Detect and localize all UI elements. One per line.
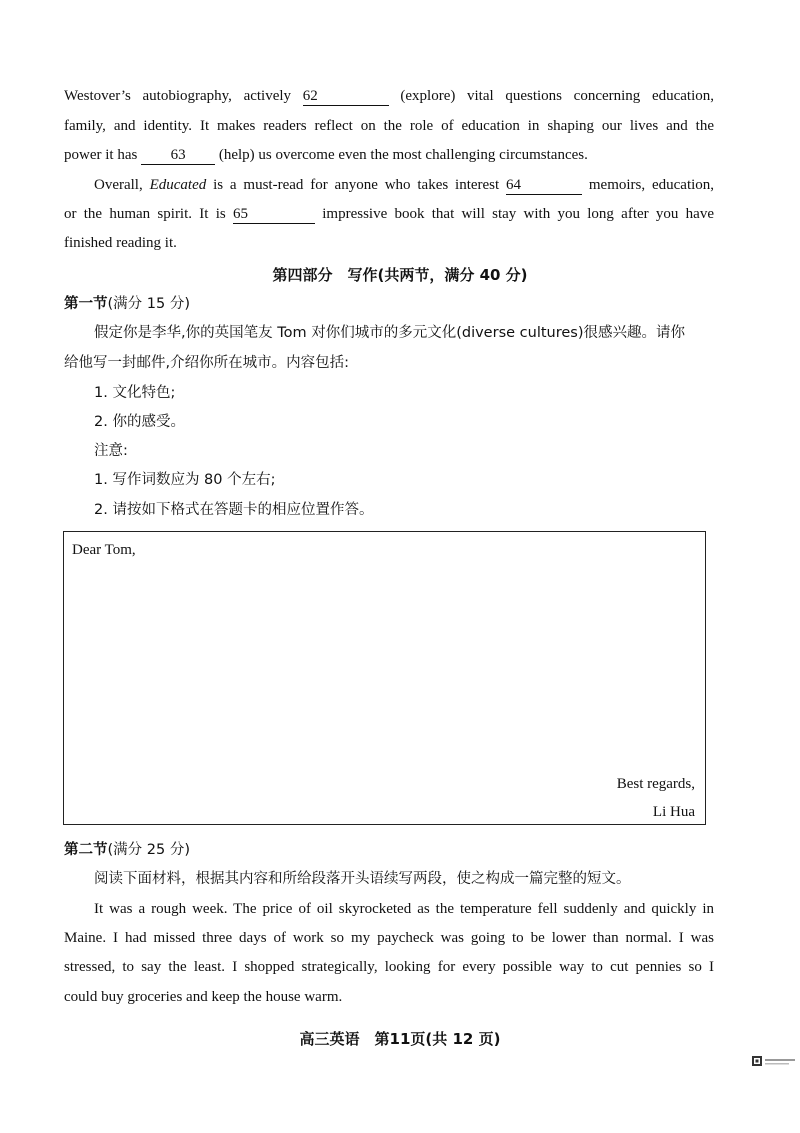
story-line: Maine. I had missed three days of work so my paycheck was going to be lower than normal. I was — [64, 930, 714, 946]
letter-signature: Li Hua — [652, 804, 695, 820]
section2-title — [64, 840, 714, 860]
story-line: could buy groceries and keep the house warm. — [64, 989, 343, 1005]
blank-62: 62 — [303, 87, 389, 106]
section-score: (满分 15 分) — [107, 296, 190, 312]
section1-title — [64, 294, 714, 314]
blank-65: 65 — [233, 205, 315, 224]
section-label: 第一节 — [64, 296, 108, 312]
book-title: Educated — [149, 177, 207, 193]
letter-closing: Best regards, — [616, 776, 695, 792]
page-footer: 高三英语 第11页(共 12 页) — [299, 1030, 501, 1048]
passage-line: finished reading it. — [64, 235, 177, 251]
passage-text: (help) us overcome even the most challenging circumstances. — [218, 147, 588, 163]
content-item: 2. 你的感受。 — [94, 414, 185, 430]
passage-line: family, and identity. It makes readers reflect on the role of education in shaping our lives and the — [64, 118, 714, 134]
passage-text: memoirs, education, — [588, 177, 715, 193]
passage-text: is a must-read for anyone who takes interest — [213, 177, 500, 193]
note-item: 2. 请按如下格式在答题卡的相应位置作答。 — [94, 502, 374, 518]
section-label: 第二节 — [64, 842, 108, 858]
passage-text: power it has — [64, 147, 138, 163]
note-label: 注意: — [94, 443, 128, 459]
passage-text: or the human spirit. It is — [64, 206, 226, 222]
passage-line — [94, 175, 714, 195]
passage-text: Westover’s autobiography, actively — [64, 88, 292, 104]
note-item: 1. 写作词数应为 80 个左右; — [94, 472, 276, 488]
section-score: (满分 25 分) — [107, 842, 190, 858]
blank-63: 63 — [141, 146, 215, 165]
passage-line — [64, 204, 714, 224]
instruction-line: 阅读下面材料，根据其内容和所给段落开头语续写两段，使之构成一篇完整的短文。 — [94, 871, 631, 887]
passage-text: impressive book that will stay with you long after you have — [322, 206, 714, 222]
story-line: It was a rough week. The price of oil skyrocketed as the temperature fell suddenly and quickly in — [94, 901, 714, 917]
qr-watermark-icon — [752, 1056, 796, 1068]
prompt-line: 给他写一封邮件,介绍你所在城市。内容包括: — [64, 355, 349, 371]
letter-salutation: Dear Tom, — [72, 542, 136, 558]
passage-line — [64, 145, 714, 165]
letter-answer-box[interactable] — [63, 531, 706, 825]
story-line: stressed, to say the least. I shopped strategically, looking for every possible way to cut pennies so I — [64, 959, 714, 975]
passage-line — [64, 86, 714, 106]
passage-text: Overall, — [94, 177, 143, 193]
passage-text: (explore) vital questions concerning education, — [400, 88, 715, 104]
blank-64: 64 — [506, 176, 582, 195]
part-heading: 第四部分 写作(共两节，满分 40 分) — [272, 266, 528, 284]
prompt-line: 假定你是李华,你的英国笔友 Tom 对你们城市的多元文化(diverse cultures)很感兴趣。请你 — [94, 325, 685, 341]
content-item: 1. 文化特色; — [94, 385, 176, 401]
